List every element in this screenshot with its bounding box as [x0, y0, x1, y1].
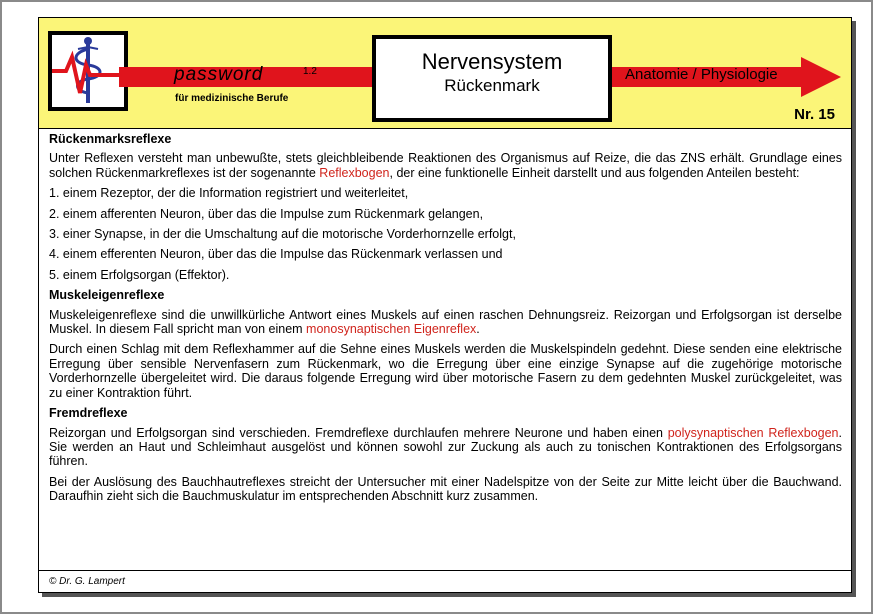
text: . Sie werden an Haut und Schleimhaut ausgelöst und können sowohl zur Zuckung als auch zu tonischen Kontraktionen des Erfolgsorgans führen. [49, 425, 842, 469]
highlight-term: polysynaptischen Reflexbogen [667, 425, 839, 440]
list-item: 2. einem afferenten Neuron, über das die Impulse zum Rückenmark gelangen, [49, 206, 484, 221]
highlight-term: Reflexbogen [319, 165, 390, 180]
section-heading: Muskeleigenreflexe [49, 288, 165, 303]
list-item: 4. einem efferenten Neuron, über das die Impulse das Rückenmark verlassen und [49, 247, 503, 262]
paragraph: Bei der Auslösung des Bauchhautreflexes streicht der Untersucher mit einer Nadelspitze von der Seite zur Mitte leicht über die Bauchwand. Daraufhin zieht sich die Bauchmuskulatur im entsprechenden Abschnitt kurz zusammen. [49, 474, 842, 504]
text: Unter Reflexen versteht man unbewußte, stets gleichbleibende Reaktionen des Organismus auf Reize, die das ZNS erhält. Grundlage eines solchen Rückenmarkreflexes ist der sogenannte [49, 151, 842, 180]
brand-version: 1.2 [303, 66, 317, 77]
card-header [39, 18, 851, 129]
info-card [38, 17, 852, 593]
list-item: 5. einem Erfolgsorgan (Effektor). [49, 267, 230, 282]
subject-label: Anatomie / Physiologie [625, 66, 778, 83]
list-item: 3. einer Synapse, in der die Umschaltung auf die motorische Vorderhornzelle erfolgt, [49, 227, 516, 242]
page-title: Nervensystem [421, 49, 563, 74]
section-heading: Fremdreflexe [49, 406, 128, 421]
card-body [49, 132, 842, 510]
card-footer [39, 570, 851, 593]
page-subtitle: Rückenmark [444, 76, 540, 95]
caduceus-icon [52, 35, 124, 107]
list-item: 1. einem Rezeptor, der die Information registriert und weiterleitet, [49, 186, 409, 201]
section-heading: Rückenmarksreflexe [49, 132, 172, 146]
brand-name: password [174, 64, 264, 85]
text: , der eine funktionelle Einheit darstellt und aus folgenden Anteilen besteht: [389, 165, 800, 180]
copyright: © Dr. G. Lampert [49, 576, 125, 587]
logo [48, 31, 128, 111]
text: . [476, 322, 480, 337]
paragraph [49, 426, 842, 469]
text: Reizorgan und Erfolgsorgan sind verschieden. Fremdreflexe durchlaufen mehrere Neurone und haben einen [49, 425, 668, 440]
paragraph [49, 151, 842, 180]
highlight-term: monosynaptischen Eigenreflex [306, 322, 477, 337]
brand-subtitle: für medizinische Berufe [175, 93, 289, 104]
title-box [372, 35, 612, 122]
paragraph: Durch einen Schlag mit dem Reflexhammer auf die Sehne eines Muskels werden die Muskelspindeln gedehnt. Diese senden eine elektrische Erregung über sensible Nervenfasern zum Rückenmark, wo die Erregung über eine einzige Synapse auf die zugehörige motorische Vorderhornzelle übergeleitet wird. Die daraus folgende Erregung wird über motorische Fasern zu dem gedehnten Muskel zurückgeleitet, was zu einer Kontraktion führt. [49, 342, 842, 400]
text: Muskeleigenreflexe sind die unwillkürliche Antwort eines Muskels auf einen raschen Dehnungsreiz. Reizorgan und Erfolgsorgan ist derselbe Muskel. In diesem Fall spricht man von einem [49, 307, 842, 337]
paragraph [49, 308, 842, 337]
issue-number: Nr. 15 [794, 106, 835, 123]
